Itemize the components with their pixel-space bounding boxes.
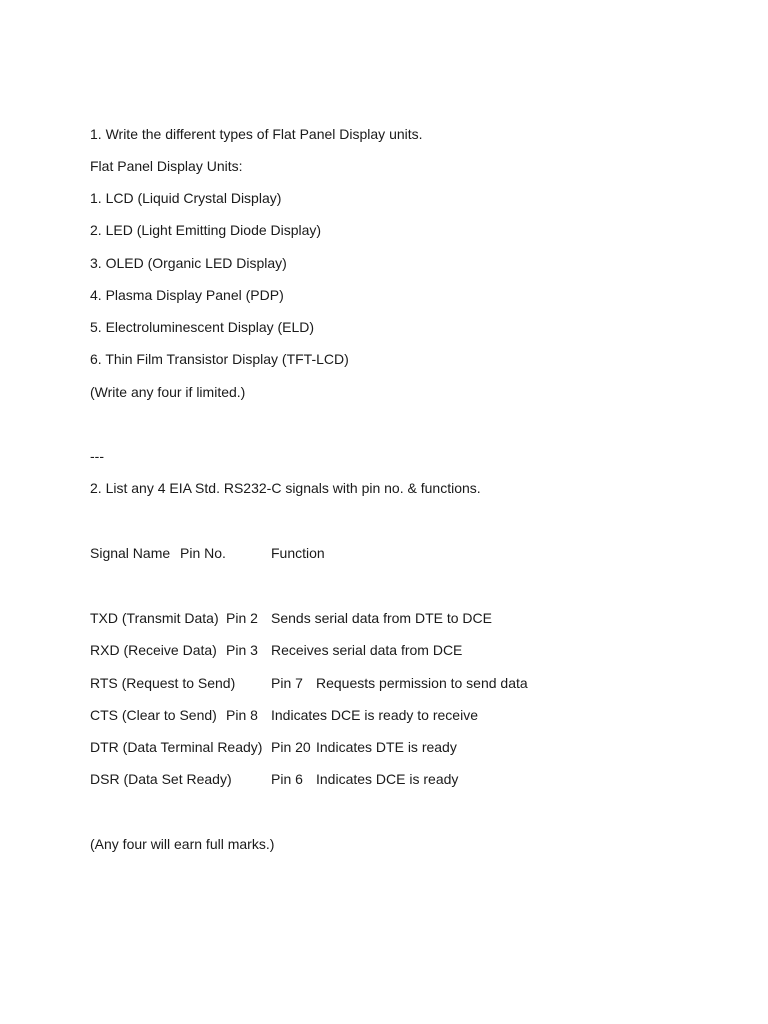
q1-item: 3. OLED (Organic LED Display): [90, 255, 287, 271]
row-function: Indicates DCE is ready: [316, 771, 459, 787]
row-function: Receives serial data from DCE: [271, 642, 463, 658]
q1-item: 1. LCD (Liquid Crystal Display): [90, 190, 282, 206]
header-signal-name: Signal Name: [90, 545, 171, 561]
header-function: Function: [271, 545, 325, 561]
row-function: Requests permission to send data: [316, 675, 528, 691]
separator: ---: [90, 448, 104, 464]
q1-item: 2. LED (Light Emitting Diode Display): [90, 222, 322, 238]
q1-item: 4. Plasma Display Panel (PDP): [90, 287, 284, 303]
row-pin: Pin 2: [226, 610, 258, 626]
row-signal: RTS (Request to Send): [90, 675, 236, 691]
q1-question: 1. Write the different types of Flat Panel Display units.: [90, 126, 423, 142]
header-pin-no: Pin No.: [180, 545, 226, 561]
row-pin: Pin 6: [271, 771, 303, 787]
q1-heading: Flat Panel Display Units:: [90, 158, 243, 174]
row-pin: Pin 20: [271, 739, 311, 755]
row-signal: RXD (Receive Data): [90, 642, 217, 658]
row-pin: Pin 7: [271, 675, 303, 691]
row-function: Indicates DTE is ready: [316, 739, 457, 755]
row-signal: DTR (Data Terminal Ready): [90, 739, 263, 755]
row-function: Sends serial data from DTE to DCE: [271, 610, 492, 626]
row-signal: TXD (Transmit Data): [90, 610, 219, 626]
q2-question: 2. List any 4 EIA Std. RS232-C signals with pin no. & functions.: [90, 480, 481, 496]
row-signal: CTS (Clear to Send): [90, 707, 217, 723]
q1-item: 6. Thin Film Transistor Display (TFT-LCD): [90, 351, 349, 367]
q1-note: (Write any four if limited.): [90, 384, 246, 400]
row-pin: Pin 3: [226, 642, 258, 658]
row-pin: Pin 8: [226, 707, 258, 723]
row-function: Indicates DCE is ready to receive: [271, 707, 478, 723]
q1-item: 5. Electroluminescent Display (ELD): [90, 319, 315, 335]
q2-note: (Any four will earn full marks.): [90, 836, 275, 852]
row-signal: DSR (Data Set Ready): [90, 771, 232, 787]
